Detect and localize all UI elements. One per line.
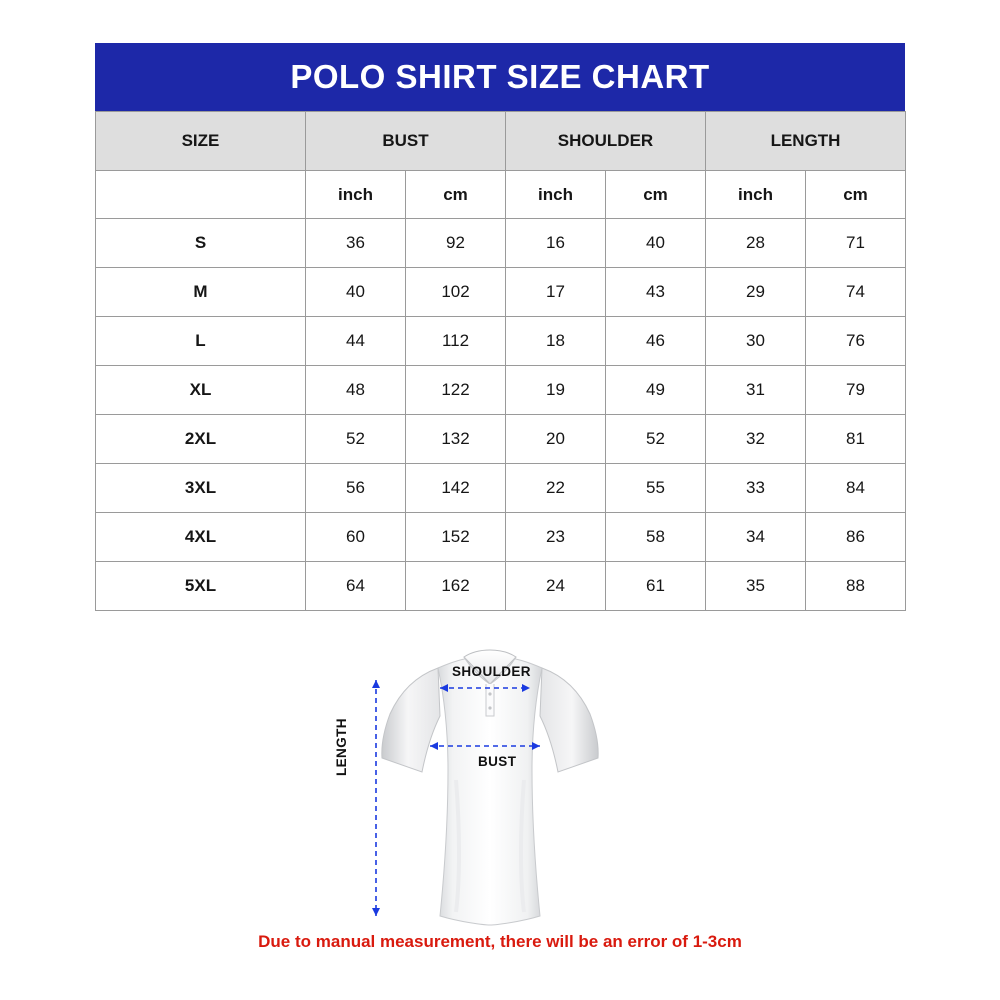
cell-bust-inch: 56	[306, 464, 406, 513]
unit-cell-shoulder-cm: cm	[606, 171, 706, 219]
table-row	[96, 366, 906, 415]
unit-cell-blank	[96, 171, 306, 219]
table-row	[96, 513, 906, 562]
table-row	[96, 562, 906, 611]
table-row	[96, 268, 906, 317]
unit-cell-length-cm: cm	[806, 171, 906, 219]
cell-bust-cm: 142	[406, 464, 506, 513]
cell-bust-cm: 102	[406, 268, 506, 317]
size-chart-table	[95, 111, 906, 611]
cell-length-cm: 71	[806, 219, 906, 268]
column-header-shoulder: SHOULDER	[506, 112, 706, 171]
unit-cell-length-inch: inch	[706, 171, 806, 219]
cell-length-cm: 76	[806, 317, 906, 366]
cell-shoulder-inch: 19	[506, 366, 606, 415]
cell-bust-cm: 92	[406, 219, 506, 268]
cell-shoulder-cm: 40	[606, 219, 706, 268]
page-title: POLO SHIRT SIZE CHART	[95, 43, 905, 111]
measurement-diagram	[334, 628, 670, 928]
cell-shoulder-inch: 16	[506, 219, 606, 268]
cell-shoulder-cm: 46	[606, 317, 706, 366]
cell-length-inch: 29	[706, 268, 806, 317]
cell-bust-cm: 162	[406, 562, 506, 611]
cell-shoulder-inch: 20	[506, 415, 606, 464]
cell-bust-cm: 122	[406, 366, 506, 415]
cell-size: 3XL	[96, 464, 306, 513]
table-row	[96, 317, 906, 366]
label-bust: BUST	[478, 754, 517, 769]
cell-size: 4XL	[96, 513, 306, 562]
table-row	[96, 219, 906, 268]
cell-shoulder-inch: 17	[506, 268, 606, 317]
cell-length-cm: 74	[806, 268, 906, 317]
cell-shoulder-cm: 52	[606, 415, 706, 464]
cell-length-inch: 35	[706, 562, 806, 611]
cell-bust-inch: 52	[306, 415, 406, 464]
unit-cell-shoulder-inch: inch	[506, 171, 606, 219]
cell-length-inch: 32	[706, 415, 806, 464]
column-header-bust: BUST	[306, 112, 506, 171]
cell-length-inch: 34	[706, 513, 806, 562]
cell-shoulder-inch: 23	[506, 513, 606, 562]
unit-cell-bust-inch: inch	[306, 171, 406, 219]
cell-bust-cm: 152	[406, 513, 506, 562]
cell-shoulder-cm: 55	[606, 464, 706, 513]
column-header-size: SIZE	[96, 112, 306, 171]
cell-shoulder-inch: 22	[506, 464, 606, 513]
cell-shoulder-inch: 18	[506, 317, 606, 366]
measurement-note: Due to manual measurement, there will be an error of 1-3cm	[258, 932, 742, 951]
cell-bust-inch: 64	[306, 562, 406, 611]
column-header-length: LENGTH	[706, 112, 906, 171]
cell-bust-inch: 44	[306, 317, 406, 366]
table-group-header-row	[96, 112, 906, 171]
cell-length-cm: 79	[806, 366, 906, 415]
label-length: LENGTH	[334, 718, 349, 776]
label-shoulder: SHOULDER	[452, 664, 531, 679]
cell-size: 2XL	[96, 415, 306, 464]
table-row	[96, 464, 906, 513]
cell-shoulder-cm: 58	[606, 513, 706, 562]
cell-size: M	[96, 268, 306, 317]
cell-shoulder-inch: 24	[506, 562, 606, 611]
cell-length-cm: 86	[806, 513, 906, 562]
cell-bust-inch: 36	[306, 219, 406, 268]
cell-bust-inch: 60	[306, 513, 406, 562]
cell-size: L	[96, 317, 306, 366]
cell-shoulder-cm: 43	[606, 268, 706, 317]
cell-length-inch: 30	[706, 317, 806, 366]
cell-length-cm: 88	[806, 562, 906, 611]
cell-bust-cm: 132	[406, 415, 506, 464]
cell-length-inch: 28	[706, 219, 806, 268]
cell-length-inch: 31	[706, 366, 806, 415]
cell-bust-inch: 40	[306, 268, 406, 317]
cell-shoulder-cm: 49	[606, 366, 706, 415]
cell-size: S	[96, 219, 306, 268]
cell-size: XL	[96, 366, 306, 415]
table-row	[96, 415, 906, 464]
cell-bust-inch: 48	[306, 366, 406, 415]
size-chart-container	[95, 43, 905, 611]
cell-shoulder-cm: 61	[606, 562, 706, 611]
table-unit-row	[96, 171, 906, 219]
cell-bust-cm: 112	[406, 317, 506, 366]
unit-cell-bust-cm: cm	[406, 171, 506, 219]
cell-length-cm: 84	[806, 464, 906, 513]
cell-size: 5XL	[96, 562, 306, 611]
cell-length-inch: 33	[706, 464, 806, 513]
cell-length-cm: 81	[806, 415, 906, 464]
